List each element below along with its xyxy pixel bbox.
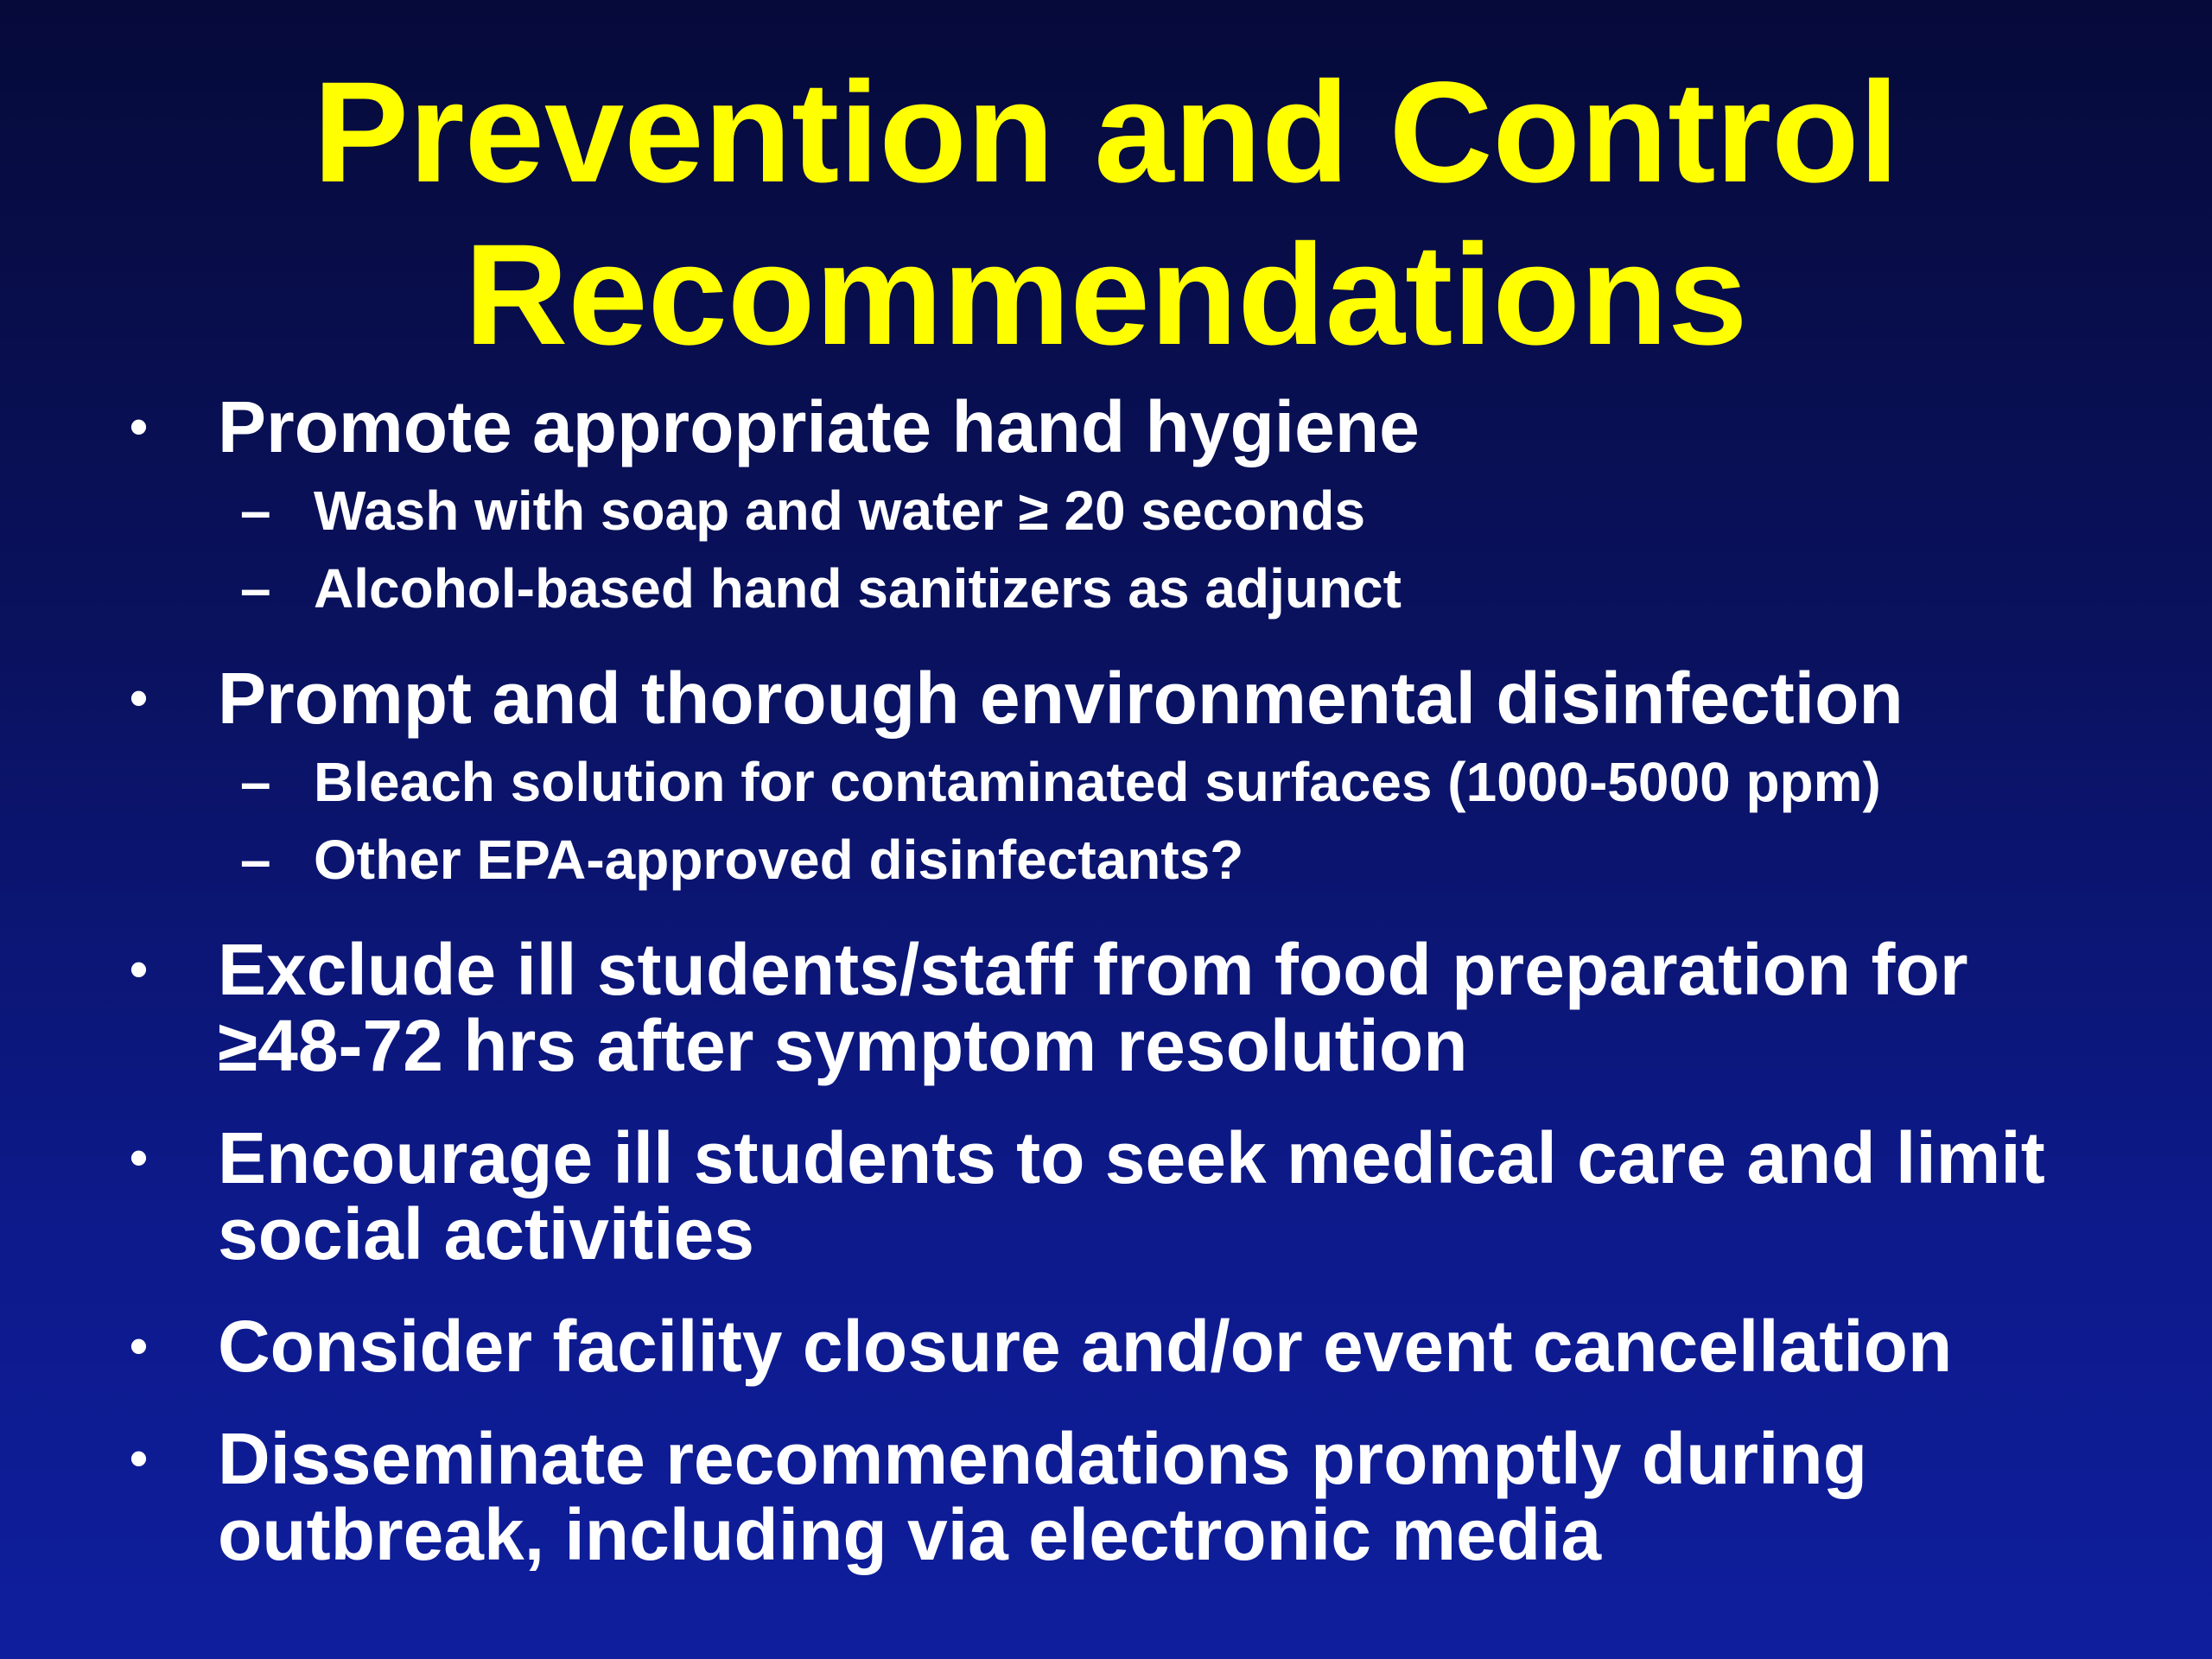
sub-bullet-list — [130, 472, 2117, 627]
bullet-text: Promote appropriate hand hygiene — [218, 386, 1420, 467]
sub-bullet-text: Alcohol-based hand sanitizers as adjunct — [314, 557, 1402, 620]
sub-bullet-list — [130, 743, 2117, 899]
slide-title — [0, 52, 2212, 377]
slide-title-line-1: Prevention and Control — [313, 53, 1899, 213]
bullet-marker: • — [130, 397, 149, 455]
bullet-text-line-1: Exclude ill students/staff from food preparation for — [218, 929, 1968, 1010]
bullet-item-exclude-ill — [130, 931, 2117, 1084]
bullet-marker: • — [130, 1429, 149, 1487]
sub-bullet-item — [130, 743, 2117, 821]
dash-marker: – — [240, 751, 271, 813]
bullet-list — [130, 386, 2117, 1575]
sub-bullet-item — [130, 821, 2117, 899]
sub-bullet-item — [130, 550, 2117, 627]
sub-bullet-text: Bleach solution for contaminated surfaces (1000-5000 ppm) — [314, 751, 1881, 813]
bullet-text-line-2: outbreak, including via electronic media — [218, 1494, 1602, 1575]
sub-bullet-text: Wash with soap and water ≥ 20 seconds — [314, 480, 1366, 542]
dash-marker: – — [240, 557, 271, 620]
sub-bullet-item — [130, 472, 2117, 550]
bullet-text-line-2: social activities — [218, 1193, 755, 1274]
dash-marker: – — [240, 480, 271, 542]
bullet-text-line-1: Encourage ill students to seek medical care and limit — [218, 1117, 2045, 1198]
bullet-text: Consider facility closure and/or event cancellation — [218, 1306, 1953, 1387]
bullet-text: Prompt and thorough environmental disinfection — [218, 658, 1904, 739]
bullet-item-medical-care — [130, 1117, 2117, 1274]
bullet-item-disseminate — [130, 1418, 2117, 1575]
bullet-item-hand-hygiene — [130, 386, 2117, 627]
bullet-text-line-1: Disseminate recommendations promptly during — [218, 1418, 1868, 1499]
sub-bullet-text: Other EPA-approved disinfectants? — [314, 829, 1244, 891]
bullet-marker: • — [130, 1128, 149, 1186]
dash-marker: – — [240, 829, 271, 891]
bullet-marker: • — [130, 940, 149, 998]
bullet-item-facility-closure — [130, 1306, 2117, 1387]
bullet-item-disinfection — [130, 660, 2117, 899]
bullet-marker: • — [130, 1317, 149, 1375]
slide-title-line-2: Recommendations — [464, 215, 1748, 375]
bullet-marker: • — [130, 669, 149, 727]
bullet-text-line-2: ≥48-72 hrs after symptom resolution — [218, 1005, 1468, 1086]
